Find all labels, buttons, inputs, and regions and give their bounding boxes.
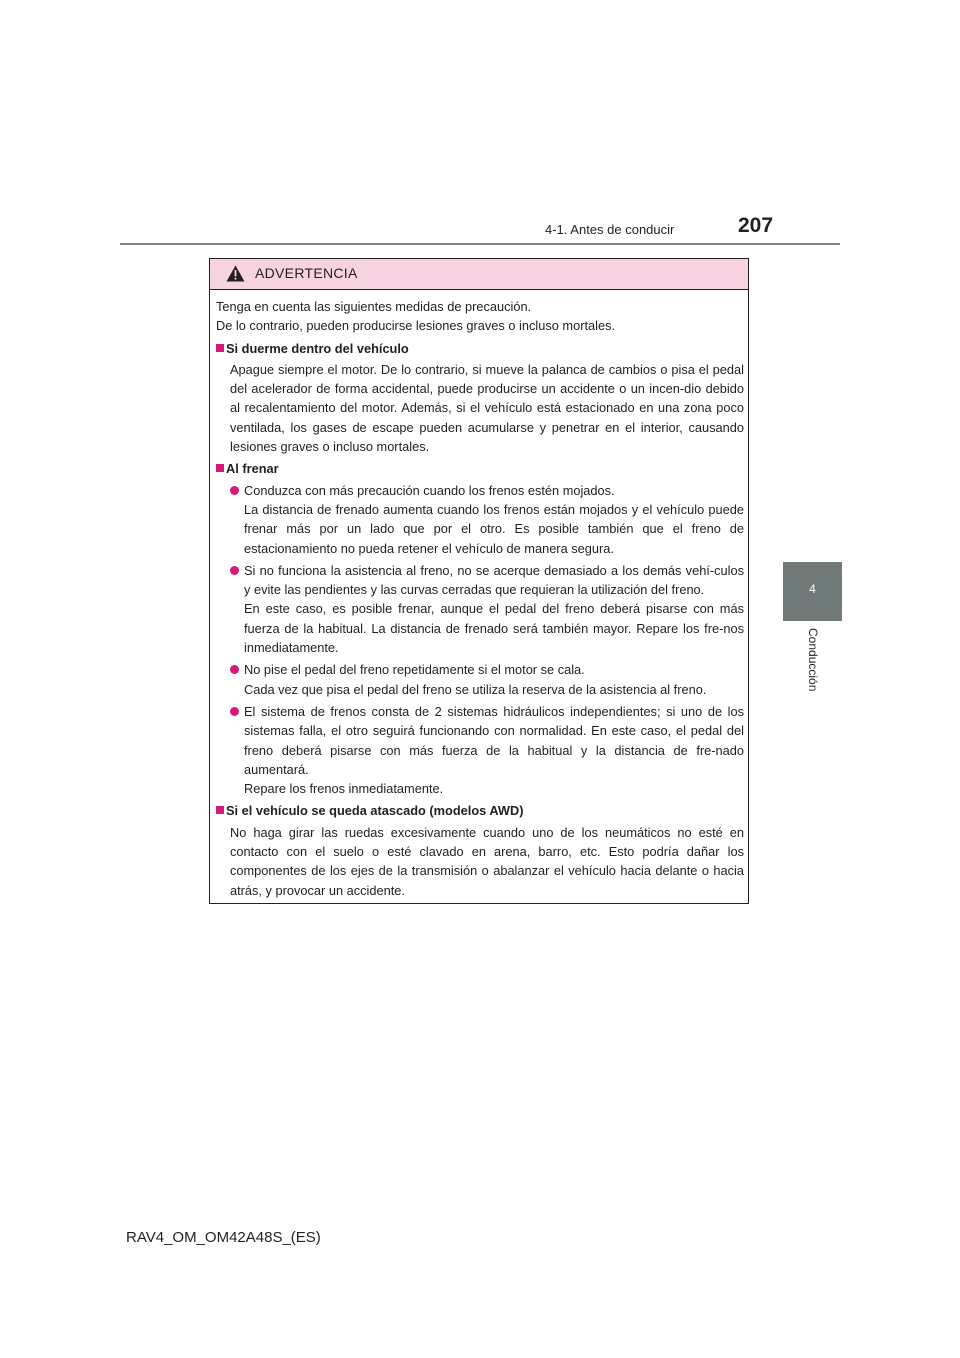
circle-bullet-icon xyxy=(230,566,239,575)
square-bullet-icon xyxy=(216,464,224,472)
header-section-title: 4-1. Antes de conducir xyxy=(545,222,675,237)
section-heading: Si el vehículo se queda atascado (modelos AWD) xyxy=(216,801,744,820)
section-heading: Si duerme dentro del vehículo xyxy=(216,339,744,358)
header-divider xyxy=(120,243,840,245)
intro-line: De lo contrario, pueden producirse lesiones graves o incluso mortales. xyxy=(216,318,616,334)
document-code: RAV4_OM_OM42A48S_(ES) xyxy=(126,1229,321,1246)
chapter-side-label xyxy=(806,628,823,700)
warning-header xyxy=(210,259,748,290)
warning-title: ADVERTENCIA xyxy=(255,265,358,281)
chapter-number: 4 xyxy=(809,582,816,596)
list-item: No pise el pedal del freno repetidamente si el motor se cala. Cada vez que pisa el pedal del freno se utiliza la reserva de la asistencia al freno. xyxy=(216,660,744,699)
intro-line: Tenga en cuenta las siguientes medidas de precaución. xyxy=(216,299,532,314)
circle-bullet-icon xyxy=(230,486,239,495)
list-item: El sistema de frenos consta de 2 sistemas hidráulicos independientes; si uno de los sistemas falla, el otro seguirá funcionando con normalidad. En este caso, el pedal del freno deberá pisarse con más fuerza de la habitual y la distancia de fre-nado aumentará. Repare los frenos inmediatamente. xyxy=(216,702,744,798)
warning-body xyxy=(216,297,744,903)
square-bullet-icon xyxy=(216,344,224,352)
chapter-tab xyxy=(783,562,842,621)
circle-bullet-icon xyxy=(230,665,239,674)
section-heading: Al frenar xyxy=(216,459,744,478)
section-text: Apague siempre el motor. De lo contrario, si mueve la palanca de cambios o pisa el pedal del acelerador de forma accidental, puede producirse un accidente o un incen-dio debido al recalentamiento del motor. Además, si el vehículo está estacionado en una zona poco ventilada, los gases de escape pueden acumularse y penetrar en el interior, causando lesiones graves o incluso mortales. xyxy=(230,361,744,455)
section-text: No haga girar las ruedas excesivamente cuando uno de los neumáticos no esté en contacto con el suelo o esté clavado en arena, barro, etc. Esto podría dañar los componentes de los ejes de la transmisión o abalanzar el vehículo hacia delante o hacia atrás, y provocar un accidente. xyxy=(230,824,744,898)
warning-triangle-icon xyxy=(226,265,245,282)
warning-box xyxy=(209,258,749,904)
square-bullet-icon xyxy=(216,806,224,814)
circle-bullet-icon xyxy=(230,707,239,716)
list-item: Si no funciona la asistencia al freno, no se acerque demasiado a los demás vehí-culos y evite las pendientes y las curvas cerradas que requieran la utilización del freno. En este caso, es posible frenar, aunque el pedal del freno deberá pisarse con más fuerza de la habitual. La distancia de frenado será también mayor. Repare los fre-nos inmediatamente. xyxy=(216,561,744,657)
chapter-label: Conducción xyxy=(806,628,820,692)
list-item: Conduzca con más precaución cuando los frenos estén mojados. La distancia de frenado aumenta cuando los frenos están mojados y el vehículo puede frenar más por un lado que por el otro. Es posible también que el freno de estacionamiento no pueda retener el vehículo de manera segura. xyxy=(216,481,744,558)
page-number: 207 xyxy=(738,214,774,237)
